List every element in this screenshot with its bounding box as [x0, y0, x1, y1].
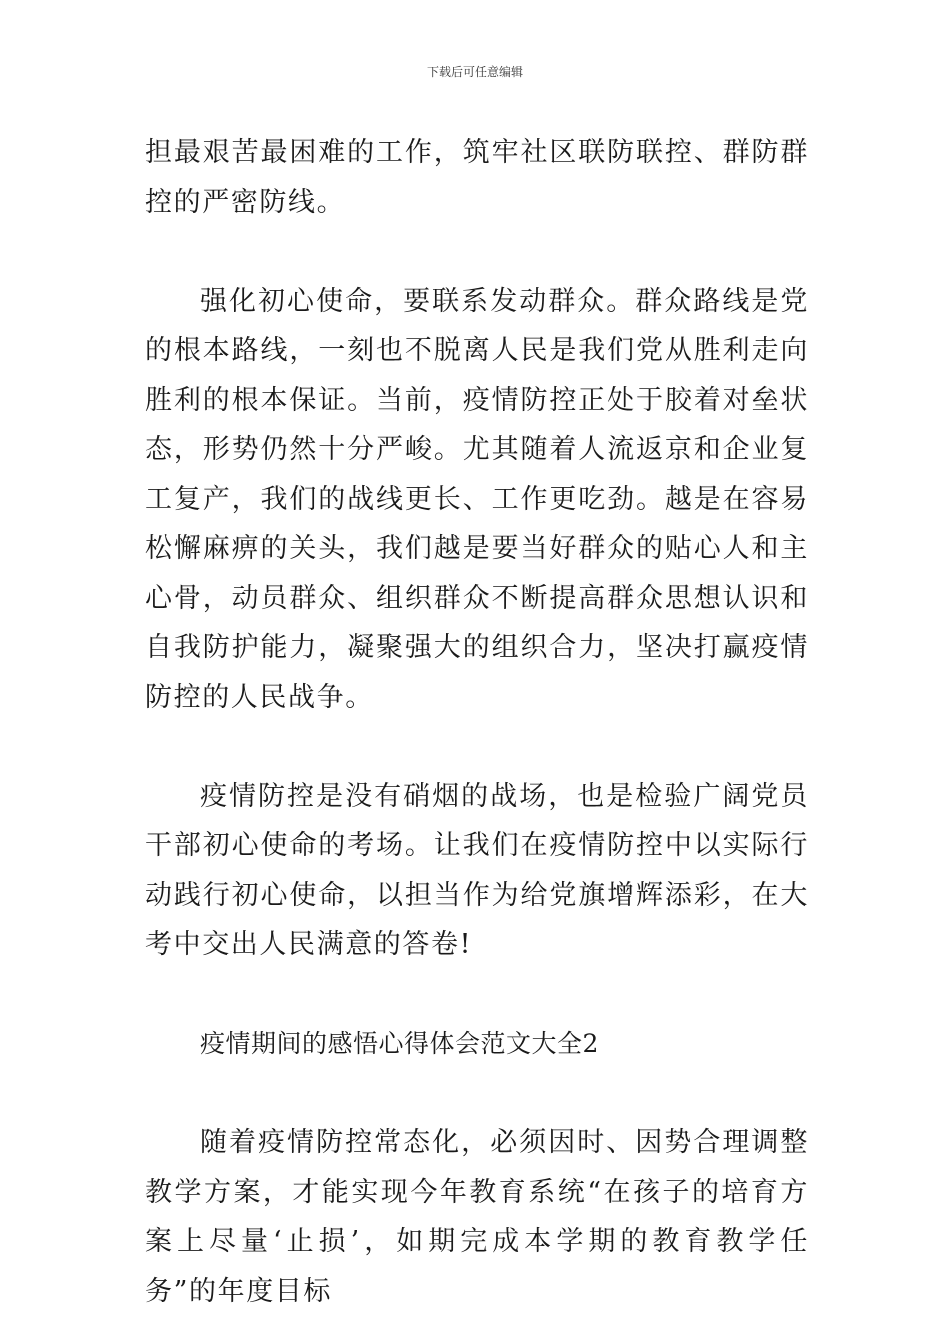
document-body — [145, 128, 809, 1316]
header-note: 下载后可任意编辑 — [426, 65, 523, 79]
paragraph-1: 担最艰苦最困难的工作，筑牢社区联防联控、群防群控的严密防线。 — [145, 137, 809, 218]
paragraph-2: 强化初心使命，要联系发动群众。群众路线是党的根本路线，一刻也不脱离人民是我们党从胜利走向胜利的根本保证。当前，疫情防控正处于胶着对垒状态，形势仍然十分严峻。尤其随着人流返京和企业复工复产，我们的战线更长、工作更吃劲。越是在容易松懈麻痹的关头，我们越是要当好群众的贴心人和主心骨，动员群众、组织群众不断提高群众思想认识和自我防护能力，凝聚强大的组织合力，坚决打赢疫情防控的人民战争。 — [145, 285, 809, 713]
paragraph-4: 随着疫情防控常态化，必须因时、因势合理调整教学方案，才能实现今年教育系统“在孩子的培育方案上尽量‘止损’，如期完成本学期的教育教学任务”的年度目标 — [145, 1127, 809, 1307]
paragraph-gap — [145, 722, 809, 772]
paragraph-gap — [145, 1069, 809, 1119]
paragraph-gap — [145, 970, 809, 1020]
section-heading: 疫情期间的感悟心得体会范文大全2 — [200, 1029, 599, 1058]
paragraph-gap — [145, 227, 809, 277]
paragraph-3: 疫情防控是没有硝烟的战场，也是检验广阔党员干部初心使命的考场。让我们在疫情防控中以实际行动践行初心使命，以担当作为给党旗增辉添彩，在大考中交出人民满意的答卷! — [145, 780, 809, 960]
